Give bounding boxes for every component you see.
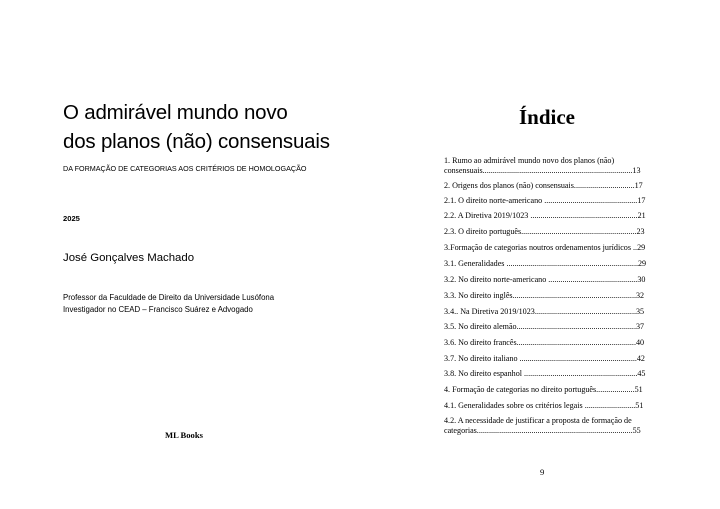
book-title-line-1: O admirável mundo novo [63,101,288,124]
toc-entry-line-2: categorias.............................................................................55 [444,426,641,435]
toc-entry[interactable]: 3.8. No direito espanhol ........................................................45 [444,369,646,378]
index-title: Índice [519,105,576,129]
affiliation-line-1: Professor da Faculdade de Direito da Universidade Lusófona [63,293,275,302]
toc-entry-line-1: 4.2. A necessidade de justificar a proposta de formação de [444,416,632,425]
toc-entry[interactable]: 4.1. Generalidades sobre os critérios legais .........................51 [444,401,644,410]
toc-entry[interactable]: 3.1. Generalidades .................................................................29 [444,259,647,268]
toc-entry[interactable]: 2.3. O direito português.........................................................23 [444,227,645,236]
toc-entry[interactable]: 3.5. No direito alemão...........................................................37 [444,322,645,331]
toc-entry[interactable]: 3.2. No direito norte-americano ............................................30 [444,275,646,284]
toc-entry[interactable]: 3.6. No direito francês...........................................................40 [444,338,645,347]
toc-entry[interactable]: 4. Formação de categorias no direito português...................51 [444,385,643,394]
page-number: 9 [540,467,545,477]
toc-entry[interactable]: 2. Origens dos planos (não) consensuais..............................17 [444,181,643,190]
toc-entry[interactable]: 3.4.. Na Diretiva 2019/1023..................................................35 [444,307,645,316]
toc-entry[interactable] [444,156,668,176]
toc-entry[interactable]: 3.7. No direito italiano ..........................................................42 [444,354,645,363]
publisher-name: ML Books [165,430,203,440]
toc-entry[interactable]: 3.3. No direito inglês.............................................................32 [444,291,645,300]
toc-entry[interactable]: 3.Formação de categorias noutros ordenamentos jurídicos ..29 [444,243,646,252]
toc-entry[interactable]: 2.2. A Diretiva 2019/1023 .....................................................21 [444,211,646,220]
toc-entry[interactable]: 2.1. O direito norte-americano ..............................................17 [444,196,646,205]
publication-year: 2025 [63,214,80,223]
book-title-line-2: dos planos (não) consensuais [63,130,330,153]
book-subtitle: DA FORMAÇÃO DE CATEGORIAS AOS CRITÉRIOS DE HOMOLOGAÇÃO [63,164,307,173]
toc-entry-line-1: 1. Rumo ao admirável mundo novo dos planos (não) [444,156,615,165]
toc-entry[interactable] [444,416,668,436]
book-title [63,98,353,156]
toc-entry-line-2: consensuais..........................................................................13 [444,166,641,175]
author-affiliation [63,292,274,316]
author-name: José Gonçalves Machado [63,252,195,264]
affiliation-line-2: Investigador no CEAD – Francisco Suárez e Advogado [63,305,253,314]
